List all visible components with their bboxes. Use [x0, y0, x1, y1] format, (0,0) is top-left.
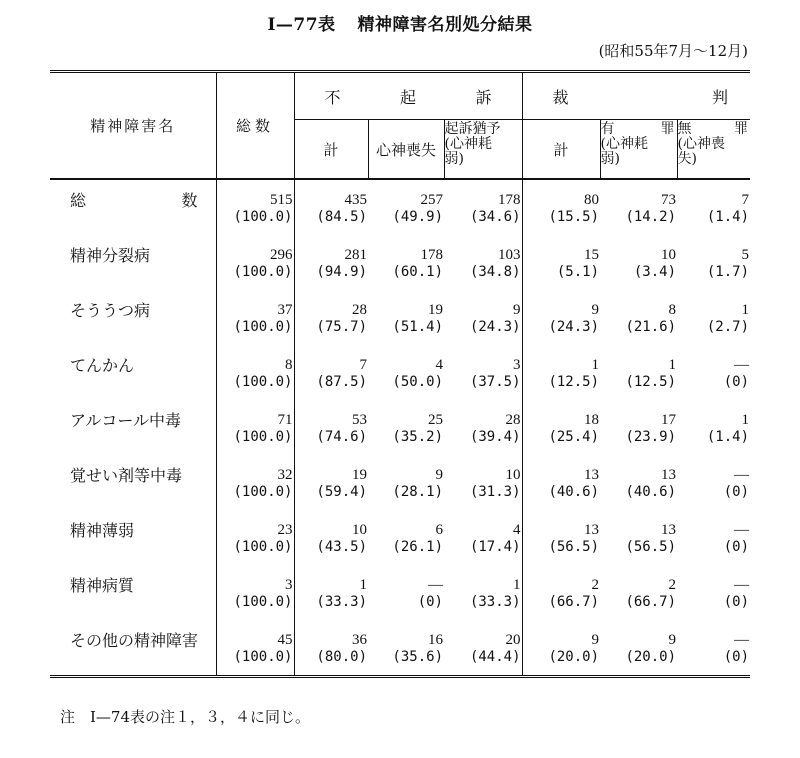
cell-percent: (33.3) — [469, 594, 521, 610]
data-cell — [294, 620, 368, 677]
header-yuyo-line-2: (心神耗 — [444, 136, 492, 152]
data-cell — [216, 455, 294, 510]
header-not-guilty-char-1: 無 — [677, 121, 692, 137]
cell-count: 9 — [668, 632, 677, 648]
cell-count: 7 — [741, 192, 750, 208]
cell-count: 73 — [661, 192, 677, 208]
data-cell — [216, 510, 294, 565]
data-cell — [522, 565, 600, 620]
cell-count: 16 — [428, 632, 443, 648]
data-cell — [216, 620, 294, 677]
table-row — [50, 565, 750, 620]
cell-percent: (24.3) — [469, 319, 521, 335]
cell-count: 20 — [505, 632, 521, 648]
cell-percent: (40.6) — [625, 484, 677, 500]
cell-percent: (35.2) — [392, 429, 443, 445]
cell-percent: (66.7) — [625, 594, 677, 610]
row-disorder-name — [50, 179, 216, 235]
cell-count: 9 — [435, 467, 443, 483]
cell-count: 1 — [591, 357, 600, 373]
cell-percent: (43.5) — [316, 539, 367, 555]
cell-count: 6 — [435, 522, 443, 538]
cell-count: 37 — [277, 302, 293, 318]
cell-percent: (0) — [723, 594, 750, 610]
cell-percent: (25.4) — [548, 429, 600, 445]
data-cell — [368, 345, 444, 400]
data-cell — [522, 179, 600, 235]
cell-percent: (26.1) — [392, 539, 443, 555]
cell-count: 10 — [661, 247, 677, 263]
cell-count: 36 — [352, 632, 367, 648]
cell-percent: (100.0) — [233, 264, 293, 280]
cell-percent: (34.6) — [469, 209, 521, 225]
header-not-guilty-line-2: (心神喪 — [677, 136, 725, 152]
data-cell — [444, 235, 522, 290]
cell-percent: (44.4) — [469, 649, 521, 665]
header-trial — [522, 72, 750, 120]
cell-count: 7 — [359, 357, 367, 373]
data-cell — [677, 290, 750, 345]
cell-count: 1 — [359, 577, 367, 593]
cell-percent: (24.3) — [548, 319, 600, 335]
cell-percent: (14.2) — [625, 209, 677, 225]
header-disorder-name: 精神障害名 — [50, 72, 216, 180]
cell-percent: (56.5) — [548, 539, 600, 555]
header-not-guilty-char-2: 罪 — [734, 121, 749, 137]
data-cell — [368, 510, 444, 565]
row-name-text: 精神病質 — [70, 576, 135, 595]
data-cell — [444, 290, 522, 345]
cell-count: 17 — [661, 412, 677, 428]
cell-percent: (0) — [723, 374, 750, 390]
data-cell — [294, 400, 368, 455]
cell-percent: (100.0) — [233, 539, 293, 555]
cell-percent: (21.6) — [625, 319, 677, 335]
data-cell — [677, 235, 750, 290]
header-fuki-char-2: 起 — [400, 87, 417, 107]
data-cell — [600, 179, 677, 235]
cell-count: 13 — [661, 467, 677, 483]
data-cell — [677, 345, 750, 400]
cell-percent: (28.1) — [392, 484, 443, 500]
cell-percent: (100.0) — [233, 484, 293, 500]
header-saiban-char-2: 判 — [712, 87, 729, 107]
data-cell — [368, 179, 444, 235]
cell-count: 45 — [277, 632, 293, 648]
disposition-table — [50, 70, 750, 678]
row-name-text: 精神薄弱 — [70, 521, 135, 540]
cell-count: 9 — [591, 632, 600, 648]
row-disorder-name — [50, 510, 216, 565]
table-title — [0, 10, 800, 35]
data-cell — [444, 345, 522, 400]
cell-count: 281 — [344, 247, 367, 263]
row-disorder-name — [50, 455, 216, 510]
data-cell — [444, 179, 522, 235]
data-cell — [600, 565, 677, 620]
data-cell — [368, 290, 444, 345]
cell-count: — — [734, 522, 750, 538]
row-disorder-name — [50, 620, 216, 677]
cell-percent: (0) — [723, 484, 750, 500]
cell-percent: (5.1) — [556, 264, 600, 280]
data-cell — [522, 400, 600, 455]
cell-count: 53 — [352, 412, 367, 428]
header-not-guilty — [677, 120, 750, 180]
header-non-prosecution — [294, 72, 522, 120]
row-disorder-name — [50, 345, 216, 400]
row-name-char: 数 — [181, 191, 198, 210]
cell-percent: (12.5) — [625, 374, 677, 390]
cell-count: 257 — [420, 192, 443, 208]
header-yuyo-line-3: 弱) — [444, 151, 464, 167]
row-name-text: そううつ病 — [70, 301, 151, 320]
cell-percent: (31.3) — [469, 484, 521, 500]
cell-percent: (34.8) — [469, 264, 521, 280]
cell-count: 19 — [428, 302, 443, 318]
cell-count: 3 — [285, 577, 293, 593]
data-cell — [677, 510, 750, 565]
row-disorder-name — [50, 565, 216, 620]
table-row — [50, 400, 750, 455]
row-disorder-name — [50, 400, 216, 455]
cell-count: 10 — [505, 467, 521, 483]
cell-count: 32 — [277, 467, 293, 483]
cell-count: 103 — [498, 247, 521, 263]
header-fuki-total: 計 — [294, 120, 368, 180]
cell-count: 25 — [428, 412, 443, 428]
cell-count: 80 — [584, 192, 600, 208]
data-cell — [444, 510, 522, 565]
cell-percent: (33.3) — [316, 594, 367, 610]
row-name-text: 精神分裂病 — [70, 246, 151, 265]
data-cell — [216, 400, 294, 455]
cell-percent: (0) — [723, 649, 750, 665]
header-yuyo-line-1: 起訴猶予 — [444, 121, 501, 137]
header-saiban-char-1: 裁 — [552, 87, 569, 107]
cell-percent: (100.0) — [233, 319, 293, 335]
data-cell — [368, 455, 444, 510]
data-cell — [522, 345, 600, 400]
cell-percent: (87.5) — [316, 374, 367, 390]
cell-count: 8 — [285, 357, 293, 373]
data-cell — [600, 400, 677, 455]
table-body — [50, 179, 750, 677]
header-suspended-prosecution — [444, 120, 522, 180]
data-cell — [677, 565, 750, 620]
cell-count: 296 — [270, 247, 293, 263]
table-row — [50, 179, 750, 235]
table-row — [50, 235, 750, 290]
cell-count: 178 — [420, 247, 443, 263]
period-label: (昭和55年7月～12月) — [598, 42, 748, 60]
cell-percent: (37.5) — [469, 374, 521, 390]
cell-percent: (49.9) — [392, 209, 443, 225]
header-total: 総数 — [216, 72, 294, 180]
cell-count: 9 — [513, 302, 521, 318]
header-guilty-char-2: 罪 — [660, 121, 675, 137]
cell-count: 19 — [352, 467, 367, 483]
header-not-guilty-line-3: 失) — [677, 151, 697, 167]
cell-count: 71 — [277, 412, 293, 428]
row-name-text: その他の精神障害 — [70, 631, 199, 650]
data-cell — [294, 235, 368, 290]
header-trial-total: 計 — [522, 120, 600, 180]
cell-percent: (20.0) — [548, 649, 600, 665]
row-name-text: アルコール中毒 — [70, 411, 182, 430]
header-fuki-char-3: 訴 — [475, 87, 492, 107]
data-cell — [368, 620, 444, 677]
cell-percent: (20.0) — [625, 649, 677, 665]
data-cell — [677, 455, 750, 510]
cell-count: 13 — [661, 522, 677, 538]
cell-count: 178 — [498, 192, 521, 208]
data-cell — [444, 565, 522, 620]
cell-percent: (100.0) — [233, 649, 293, 665]
cell-percent: (1.4) — [706, 209, 750, 225]
data-cell — [216, 345, 294, 400]
cell-count: 5 — [741, 247, 750, 263]
data-cell — [600, 510, 677, 565]
cell-count: 3 — [513, 357, 521, 373]
cell-percent: (51.4) — [392, 319, 443, 335]
cell-percent: (40.6) — [548, 484, 600, 500]
cell-percent: (100.0) — [233, 429, 293, 445]
cell-count: 2 — [591, 577, 600, 593]
data-cell — [294, 179, 368, 235]
row-name-char: 総 — [70, 191, 87, 210]
footnote: 注 I—74表の注１，３，４に同じ。 — [60, 708, 311, 726]
row-name-justified — [70, 192, 212, 210]
data-cell — [368, 235, 444, 290]
cell-count: — — [428, 577, 443, 593]
table-row — [50, 510, 750, 565]
data-cell — [600, 235, 677, 290]
table-row — [50, 345, 750, 400]
cell-percent: (15.5) — [548, 209, 600, 225]
cell-count: — — [734, 577, 750, 593]
cell-percent: (80.0) — [316, 649, 367, 665]
table-row — [50, 455, 750, 510]
cell-percent: (94.9) — [316, 264, 367, 280]
cell-percent: (56.5) — [625, 539, 677, 555]
data-cell — [294, 345, 368, 400]
data-cell — [522, 235, 600, 290]
data-cell — [677, 400, 750, 455]
data-cell — [368, 400, 444, 455]
data-cell — [600, 620, 677, 677]
cell-count: 15 — [584, 247, 600, 263]
row-disorder-name — [50, 290, 216, 345]
cell-percent: (1.7) — [706, 264, 750, 280]
cell-percent: (66.7) — [548, 594, 600, 610]
cell-percent: (1.4) — [706, 429, 750, 445]
data-cell — [677, 620, 750, 677]
cell-count: — — [734, 357, 750, 373]
cell-count: 435 — [344, 192, 367, 208]
cell-percent: (50.0) — [392, 374, 443, 390]
data-cell — [294, 455, 368, 510]
cell-count: 13 — [584, 467, 600, 483]
data-cell — [216, 235, 294, 290]
cell-count: 4 — [513, 522, 521, 538]
cell-count: 1 — [741, 412, 750, 428]
cell-percent: (59.4) — [316, 484, 367, 500]
data-cell — [522, 290, 600, 345]
header-guilty — [600, 120, 677, 180]
cell-count: 4 — [435, 357, 443, 373]
data-cell — [600, 290, 677, 345]
data-cell — [216, 565, 294, 620]
data-cell — [600, 345, 677, 400]
header-fuki-char-1: 不 — [324, 87, 341, 107]
table-caption: 精神障害名別処分結果 — [357, 15, 533, 35]
cell-percent: (100.0) — [233, 374, 293, 390]
data-cell — [677, 179, 750, 235]
data-cell — [522, 620, 600, 677]
cell-count: 1 — [668, 357, 677, 373]
header-guilty-line-3: 弱) — [600, 151, 620, 167]
row-name-text: てんかん — [70, 356, 135, 375]
data-cell — [294, 565, 368, 620]
table-row — [50, 620, 750, 677]
row-name-text: 覚せい剤等中毒 — [70, 466, 183, 485]
table-row — [50, 290, 750, 345]
data-cell — [444, 620, 522, 677]
data-cell — [600, 455, 677, 510]
cell-count: 18 — [584, 412, 600, 428]
cell-count: — — [734, 632, 750, 648]
data-cell — [216, 179, 294, 235]
cell-percent: (17.4) — [469, 539, 521, 555]
cell-count: 1 — [513, 577, 521, 593]
cell-percent: (100.0) — [233, 594, 293, 610]
data-cell — [216, 290, 294, 345]
cell-count: — — [734, 467, 750, 483]
cell-count: 28 — [352, 302, 367, 318]
cell-count: 8 — [668, 302, 677, 318]
row-disorder-name — [50, 235, 216, 290]
cell-percent: (75.7) — [316, 319, 367, 335]
header-insanity: 心神喪失 — [368, 120, 444, 180]
cell-percent: (100.0) — [233, 209, 293, 225]
data-cell — [444, 455, 522, 510]
cell-percent: (0) — [723, 539, 750, 555]
cell-count: 10 — [352, 522, 367, 538]
cell-percent: (35.6) — [392, 649, 443, 665]
cell-count: 2 — [668, 577, 677, 593]
cell-percent: (74.6) — [316, 429, 367, 445]
cell-percent: (60.1) — [392, 264, 443, 280]
cell-percent: (23.9) — [625, 429, 677, 445]
data-cell — [522, 455, 600, 510]
cell-count: 23 — [277, 522, 293, 538]
cell-count: 515 — [270, 192, 293, 208]
cell-percent: (0) — [417, 594, 443, 610]
data-cell — [294, 290, 368, 345]
table-number: I—77表 — [267, 15, 336, 35]
cell-percent: (39.4) — [469, 429, 521, 445]
data-cell — [294, 510, 368, 565]
data-cell — [368, 565, 444, 620]
header-guilty-char-1: 有 — [600, 121, 615, 137]
data-cell — [522, 510, 600, 565]
cell-count: 13 — [584, 522, 600, 538]
cell-count: 1 — [741, 302, 750, 318]
cell-percent: (2.7) — [706, 319, 750, 335]
header-guilty-line-2: (心神耗 — [600, 136, 648, 152]
cell-count: 28 — [505, 412, 521, 428]
cell-percent: (12.5) — [548, 374, 600, 390]
data-cell — [444, 400, 522, 455]
cell-percent: (84.5) — [316, 209, 367, 225]
cell-count: 9 — [591, 302, 600, 318]
cell-percent: (3.4) — [633, 264, 677, 280]
